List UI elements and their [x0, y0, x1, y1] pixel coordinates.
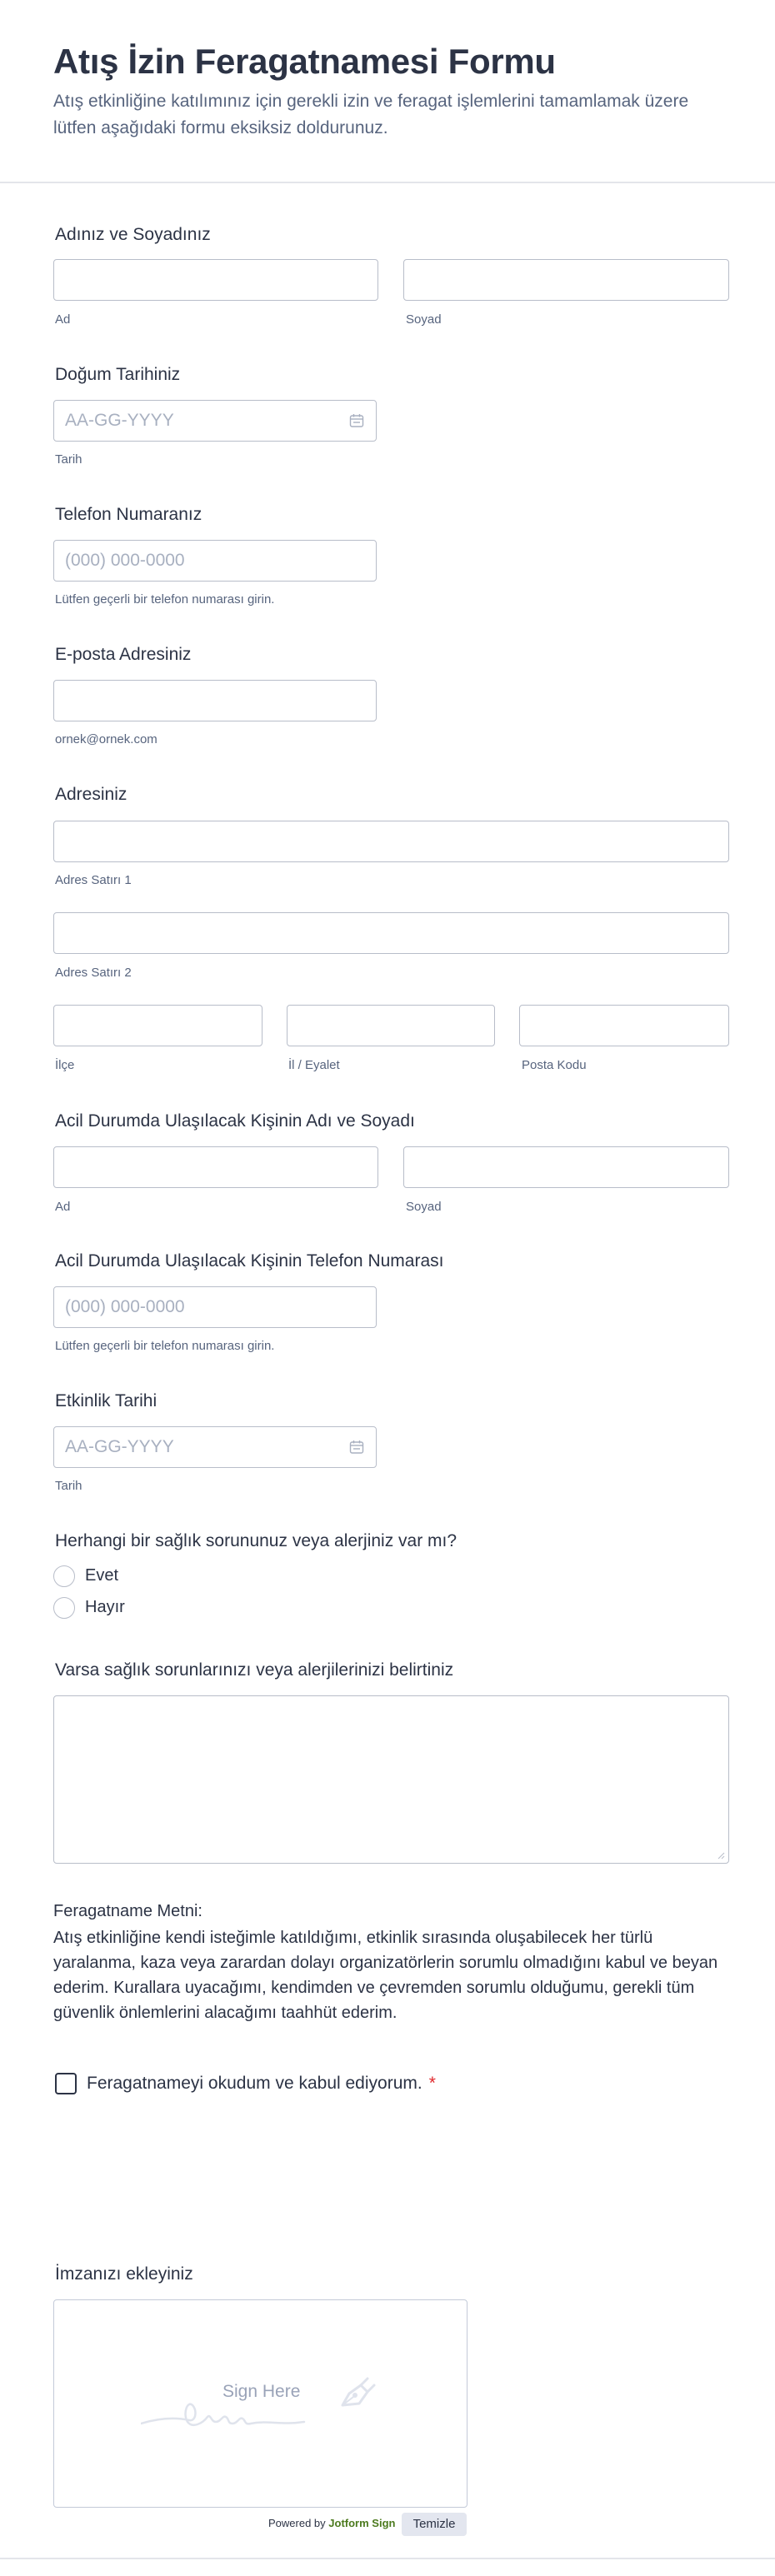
postal-code-sublabel: Posta Kodu — [522, 1058, 587, 1072]
emergency-last-name-sublabel: Soyad — [406, 1200, 442, 1214]
phone-sublabel: Lütfen geçerli bir telefon numarası girin. — [55, 592, 275, 607]
postal-code-input[interactable] — [519, 1005, 729, 1046]
resize-grip-icon[interactable] — [717, 1851, 725, 1860]
footer-divider — [0, 2558, 775, 2559]
radio-circle[interactable] — [53, 1565, 75, 1587]
address-line2-input[interactable] — [53, 912, 729, 954]
emergency-phone-placeholder: (000) 000-0000 — [65, 1297, 185, 1316]
radio-label: Hayır — [85, 1598, 125, 1616]
last-name-input[interactable] — [403, 259, 729, 301]
address-line2-sublabel: Adres Satırı 2 — [55, 966, 132, 980]
email-sublabel: ornek@ornek.com — [55, 732, 158, 746]
checkbox-label: Feragatnameyi okudum ve kabul ediyorum. * — [87, 2074, 436, 2093]
phone-input[interactable] — [53, 540, 377, 582]
first-name-input[interactable] — [53, 259, 378, 301]
emergency-phone-sublabel: Lütfen geçerli bir telefon numarası girin. — [55, 1339, 275, 1353]
powered-brand: Jotform Sign — [328, 2517, 396, 2529]
calendar-icon[interactable] — [349, 1440, 364, 1455]
emergency-name-label: Acil Durumda Ulaşılacak Kişinin Adı ve Soyadı — [55, 1111, 415, 1131]
required-mark: * — [428, 2074, 436, 2093]
event-date-placeholder: AA-GG-YYYY — [65, 1437, 174, 1456]
emergency-first-name-input[interactable] — [53, 1146, 378, 1188]
radio-label: Evet — [85, 1566, 119, 1585]
birth-date-input[interactable] — [53, 400, 377, 442]
address-line1-sublabel: Adres Satırı 1 — [55, 873, 132, 887]
form-title: Atış İzin Feragatnamesi Formu — [53, 42, 556, 81]
last-name-sublabel: Soyad — [406, 312, 442, 327]
signature-label: İmzanızı ekleyiniz — [55, 2264, 193, 2284]
province-sublabel: İl / Eyalet — [288, 1058, 340, 1072]
district-sublabel: İlçe — [55, 1058, 75, 1072]
address-label: Adresiniz — [55, 785, 128, 804]
health-label: Herhangi bir sağlık sorununuz veya alerjiniz var mı? — [55, 1531, 458, 1550]
radio-circle[interactable] — [53, 1597, 75, 1619]
form-header — [0, 0, 775, 183]
birth-date-sublabel: Tarih — [55, 452, 82, 467]
first-name-sublabel: Ad — [55, 312, 71, 327]
birth-date-label: Doğum Tarihiniz — [55, 365, 181, 384]
event-date-input[interactable] — [53, 1426, 377, 1468]
waiver-heading: Feragatname Metni: — [53, 1902, 202, 1920]
emergency-phone-input[interactable] — [53, 1286, 377, 1328]
emergency-last-name-input[interactable] — [403, 1146, 729, 1188]
signature-pad[interactable] — [53, 2299, 468, 2508]
district-input[interactable] — [53, 1005, 262, 1046]
checkbox-box[interactable] — [55, 2073, 77, 2094]
event-date-label: Etkinlik Tarihi — [55, 1391, 158, 1410]
signature-placeholder: Sign Here — [222, 2382, 301, 2401]
powered-by: Powered by Jotform Sign — [268, 2517, 396, 2529]
health-details-label: Varsa sağlık sorunlarınızı veya alerjilerinizi belirtiniz — [55, 1660, 454, 1680]
birth-date-placeholder: AA-GG-YYYY — [65, 411, 174, 430]
health-details-textarea[interactable] — [53, 1695, 729, 1864]
address-line1-input[interactable] — [53, 821, 729, 862]
clear-signature-button[interactable]: Temizle — [402, 2513, 467, 2536]
form-subtitle: Atış etkinliğine katılımınız için gerekli izin ve feragat işlemlerini tamamlamak üzere lütfen aşağıdaki formu eksiksiz doldurunuz. — [53, 92, 689, 137]
phone-placeholder: (000) 000-0000 — [65, 551, 185, 570]
waiver-text: Atış etkinliğine kendi isteğimle katıldığımı, etkinlik sırasında oluşabilecek her türlü yaralanma, kaza veya zarardan dolayı organizatörlerin sorumlu olmadığını kabul ve beyan ederim. Kurallara uyacağımı, kendimden ve çevremden sorumlu olduğumu, gerekli tüm güvenlik önlemlerini alacağımı taahhüt ederim. — [53, 1929, 718, 2022]
phone-label: Telefon Numaranız — [55, 505, 202, 524]
pen-nib-icon — [339, 2377, 378, 2410]
calendar-icon[interactable] — [349, 413, 364, 428]
event-date-sublabel: Tarih — [55, 1479, 82, 1493]
name-label: Adınız ve Soyadınız — [55, 225, 211, 244]
emergency-phone-label: Acil Durumda Ulaşılacak Kişinin Telefon Numarası — [55, 1251, 444, 1271]
email-label: E-posta Adresiniz — [55, 645, 192, 664]
email-input[interactable] — [53, 680, 377, 721]
province-input[interactable] — [287, 1005, 495, 1046]
emergency-first-name-sublabel: Ad — [55, 1200, 71, 1214]
